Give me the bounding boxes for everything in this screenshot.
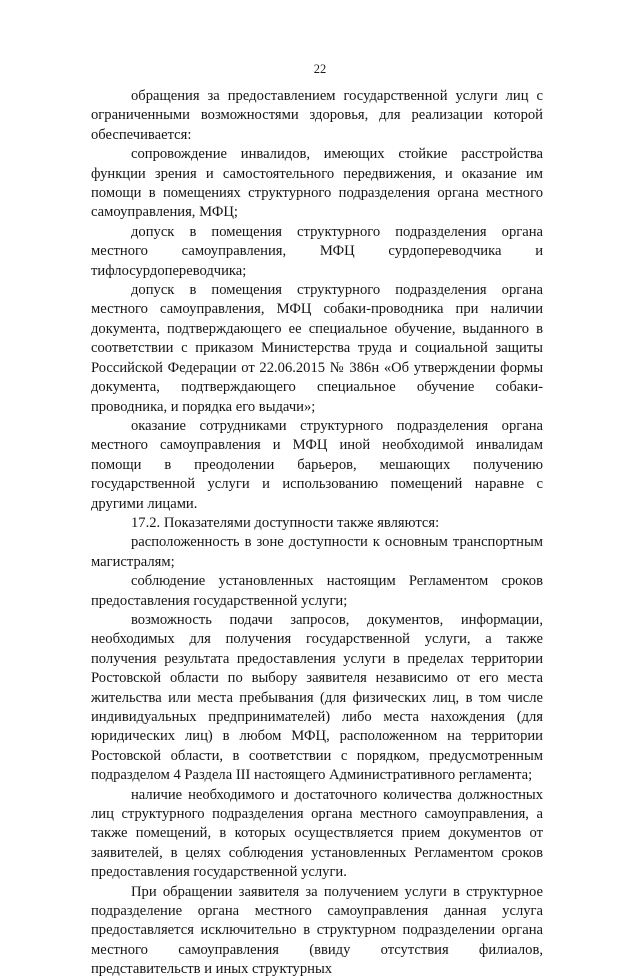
paragraph-transport-access: расположенность в зоне доступности к основным транспортным магистралям; [91,534,543,570]
paragraph-continuation: обращения за предоставлением государственной услуги лиц с ограниченными возможностями здоровья, для реализации которой обеспечивается: [91,88,543,143]
paragraph-service-location: При обращении заявителя за получением услуги в структурное подразделение органа местного самоуправления данная услуга предоставляется исключительно в структурном подразделении органа местного самоуправления (ввиду отсутствия филиалов, представительств и иных структурных [91,883,543,978]
page-number: 22 [313,62,327,76]
paragraph-staff-sufficiency: наличие необходимого и достаточного количества должностных лиц структурного подразделения органа местного самоуправления, а также помещений, в которых осуществляется прием документов от заявителей, в целях соблюдения установленных Регламентом сроков предоставления государственной услуги. [91,786,543,881]
paragraph-sign-interpreter-access: допуск в помещения структурного подразделения органа местного самоуправления, МФЦ сурдопереводчика и тифлосурдопереводчика; [91,223,543,279]
paragraph-section-17-2: 17.2. Показателями доступности также являются: [131,514,440,531]
paragraph-guide-dog-access: допуск в помещения структурного подразделения органа местного самоуправления, МФЦ собаки-проводника при наличии документа, подтверждающего ее специальное обучение, выданного в соответствии с приказом Министерства труда и социальной защиты Российской Федерации от 22.06.2015 № 386н «Об утверждении формы документа, подтверждающего специальное обучение собаки-проводника, и порядка его выдачи»; [91,282,543,415]
paragraph-staff-assistance: оказание сотрудниками структурного подразделения органа местного самоуправления и МФЦ иной необходимой инвалидам помощи в преодолении барьеров, мешающих получению государственной услуги и использованию помещений наравне с другими лицами. [91,417,543,512]
document-body [91,87,543,980]
paragraph-escort-disabled: сопровождение инвалидов, имеющих стойкие расстройства функции зрения и самостоятельного передвижения, и оказание им помощи в помещениях структурного подразделения органа местного самоуправления, МФЦ; [91,146,543,221]
paragraph-deadlines: соблюдение установленных настоящим Регламентом сроков предоставления государственной услуги; [91,573,543,609]
paragraph-submission-options: возможность подачи запросов, документов, информации, необходимых для получения государственной услуги, а также получения результата предоставления услуги в пределах территории Ростовской области по выбору заявителя независимо от его места жительства или места пребывания (для физических лиц, в том числе индивидуальных предпринимателей) либо места нахождения (для юридических лиц) в любом МФЦ, расположенном на территории Ростовской области, в соответствии с порядком, предусмотренным подразделом 4 Раздела III настоящего Административного регламента; [91,611,543,784]
